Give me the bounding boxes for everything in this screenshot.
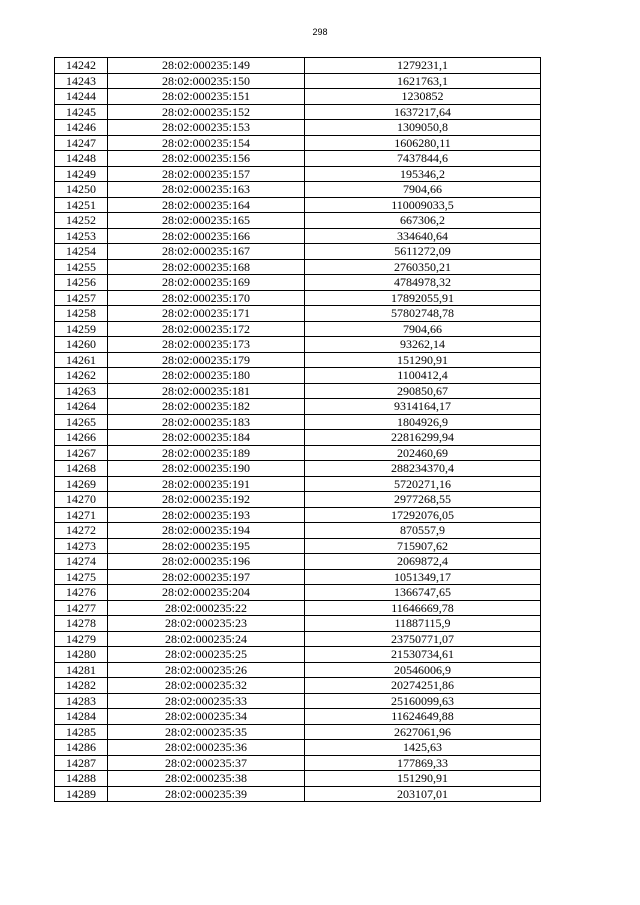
table-row	[55, 523, 541, 539]
cadastral-number-cell: 28:02:000235:169	[108, 275, 305, 291]
cadastral-number-cell: 28:02:000235:182	[108, 399, 305, 415]
table-row	[55, 73, 541, 89]
cadastral-number-cell: 28:02:000235:157	[108, 166, 305, 182]
cadastral-number-cell: 28:02:000235:151	[108, 89, 305, 105]
value-cell: 1309050,8	[305, 120, 541, 136]
cadastral-number-cell: 28:02:000235:194	[108, 523, 305, 539]
row-number-cell: 14250	[55, 182, 108, 198]
value-cell: 17892055,91	[305, 290, 541, 306]
cadastral-number-cell: 28:02:000235:167	[108, 244, 305, 260]
cadastral-number-cell: 28:02:000235:24	[108, 631, 305, 647]
table-row	[55, 352, 541, 368]
table-row	[55, 368, 541, 384]
row-number-cell: 14262	[55, 368, 108, 384]
cadastral-number-cell: 28:02:000235:172	[108, 321, 305, 337]
cadastral-table	[54, 57, 541, 802]
table-row	[55, 197, 541, 213]
table-row	[55, 120, 541, 136]
cadastral-number-cell: 28:02:000235:152	[108, 104, 305, 120]
table-row	[55, 678, 541, 694]
value-cell: 1425,63	[305, 740, 541, 756]
table-row	[55, 306, 541, 322]
row-number-cell: 14243	[55, 73, 108, 89]
row-number-cell: 14254	[55, 244, 108, 260]
row-number-cell: 14249	[55, 166, 108, 182]
cadastral-number-cell: 28:02:000235:192	[108, 492, 305, 508]
row-number-cell: 14268	[55, 461, 108, 477]
row-number-cell: 14280	[55, 647, 108, 663]
value-cell: 288234370,4	[305, 461, 541, 477]
cadastral-number-cell: 28:02:000235:35	[108, 724, 305, 740]
row-number-cell: 14274	[55, 554, 108, 570]
row-number-cell: 14259	[55, 321, 108, 337]
table-row	[55, 228, 541, 244]
value-cell: 5720271,16	[305, 476, 541, 492]
table-row	[55, 321, 541, 337]
table-row	[55, 585, 541, 601]
row-number-cell: 14248	[55, 151, 108, 167]
value-cell: 11646669,78	[305, 600, 541, 616]
value-cell: 177869,33	[305, 755, 541, 771]
value-cell: 17292076,05	[305, 507, 541, 523]
cadastral-number-cell: 28:02:000235:181	[108, 383, 305, 399]
row-number-cell: 14266	[55, 430, 108, 446]
page-number: 298	[312, 27, 328, 37]
row-number-cell: 14256	[55, 275, 108, 291]
value-cell: 203107,01	[305, 786, 541, 802]
value-cell: 20274251,86	[305, 678, 541, 694]
row-number-cell: 14257	[55, 290, 108, 306]
cadastral-number-cell: 28:02:000235:179	[108, 352, 305, 368]
row-number-cell: 14279	[55, 631, 108, 647]
row-number-cell: 14271	[55, 507, 108, 523]
value-cell: 1230852	[305, 89, 541, 105]
table-row	[55, 213, 541, 229]
cadastral-number-cell: 28:02:000235:150	[108, 73, 305, 89]
table-row	[55, 58, 541, 74]
table-row	[55, 275, 541, 291]
table-row	[55, 786, 541, 802]
cadastral-number-cell: 28:02:000235:197	[108, 569, 305, 585]
value-cell: 1804926,9	[305, 414, 541, 430]
value-cell: 9314164,17	[305, 399, 541, 415]
value-cell: 57802748,78	[305, 306, 541, 322]
table-row	[55, 740, 541, 756]
row-number-cell: 14286	[55, 740, 108, 756]
table-row	[55, 507, 541, 523]
value-cell: 195346,2	[305, 166, 541, 182]
value-cell: 21530734,61	[305, 647, 541, 663]
table-row	[55, 290, 541, 306]
row-number-cell: 14278	[55, 616, 108, 632]
value-cell: 1606280,11	[305, 135, 541, 151]
cadastral-number-cell: 28:02:000235:183	[108, 414, 305, 430]
cadastral-number-cell: 28:02:000235:163	[108, 182, 305, 198]
table-body	[55, 58, 541, 802]
cadastral-number-cell: 28:02:000235:195	[108, 538, 305, 554]
cadastral-number-cell: 28:02:000235:22	[108, 600, 305, 616]
cadastral-number-cell: 28:02:000235:170	[108, 290, 305, 306]
value-cell: 23750771,07	[305, 631, 541, 647]
row-number-cell: 14265	[55, 414, 108, 430]
cadastral-number-cell: 28:02:000235:173	[108, 337, 305, 353]
row-number-cell: 14269	[55, 476, 108, 492]
cadastral-number-cell: 28:02:000235:204	[108, 585, 305, 601]
value-cell: 2069872,4	[305, 554, 541, 570]
table-row	[55, 662, 541, 678]
row-number-cell: 14263	[55, 383, 108, 399]
value-cell: 2760350,21	[305, 259, 541, 275]
table-row	[55, 771, 541, 787]
table-row	[55, 693, 541, 709]
value-cell: 7437844,6	[305, 151, 541, 167]
cadastral-number-cell: 28:02:000235:37	[108, 755, 305, 771]
table-row	[55, 182, 541, 198]
row-number-cell: 14284	[55, 709, 108, 725]
value-cell: 11887115,9	[305, 616, 541, 632]
value-cell: 667306,2	[305, 213, 541, 229]
cadastral-number-cell: 28:02:000235:32	[108, 678, 305, 694]
value-cell: 1279231,1	[305, 58, 541, 74]
row-number-cell: 14272	[55, 523, 108, 539]
cadastral-number-cell: 28:02:000235:168	[108, 259, 305, 275]
cadastral-number-cell: 28:02:000235:166	[108, 228, 305, 244]
cadastral-number-cell: 28:02:000235:34	[108, 709, 305, 725]
cadastral-number-cell: 28:02:000235:36	[108, 740, 305, 756]
cadastral-number-cell: 28:02:000235:184	[108, 430, 305, 446]
row-number-cell: 14285	[55, 724, 108, 740]
table-row	[55, 709, 541, 725]
table-row	[55, 445, 541, 461]
value-cell: 110009033,5	[305, 197, 541, 213]
value-cell: 334640,64	[305, 228, 541, 244]
table-row	[55, 244, 541, 260]
cadastral-number-cell: 28:02:000235:190	[108, 461, 305, 477]
value-cell: 151290,91	[305, 771, 541, 787]
cadastral-number-cell: 28:02:000235:38	[108, 771, 305, 787]
row-number-cell: 14287	[55, 755, 108, 771]
row-number-cell: 14283	[55, 693, 108, 709]
row-number-cell: 14260	[55, 337, 108, 353]
table-row	[55, 135, 541, 151]
cadastral-number-cell: 28:02:000235:156	[108, 151, 305, 167]
row-number-cell: 14282	[55, 678, 108, 694]
row-number-cell: 14246	[55, 120, 108, 136]
row-number-cell: 14258	[55, 306, 108, 322]
cadastral-number-cell: 28:02:000235:164	[108, 197, 305, 213]
row-number-cell: 14242	[55, 58, 108, 74]
cadastral-number-cell: 28:02:000235:153	[108, 120, 305, 136]
table-row	[55, 616, 541, 632]
table-row	[55, 259, 541, 275]
row-number-cell: 14245	[55, 104, 108, 120]
value-cell: 290850,67	[305, 383, 541, 399]
row-number-cell: 14264	[55, 399, 108, 415]
table-row	[55, 166, 541, 182]
row-number-cell: 14267	[55, 445, 108, 461]
row-number-cell: 14251	[55, 197, 108, 213]
row-number-cell: 14281	[55, 662, 108, 678]
table-row	[55, 414, 541, 430]
cadastral-number-cell: 28:02:000235:26	[108, 662, 305, 678]
table-row	[55, 600, 541, 616]
row-number-cell: 14253	[55, 228, 108, 244]
value-cell: 5611272,09	[305, 244, 541, 260]
table-row	[55, 461, 541, 477]
cadastral-number-cell: 28:02:000235:23	[108, 616, 305, 632]
row-number-cell: 14255	[55, 259, 108, 275]
table-row	[55, 724, 541, 740]
value-cell: 93262,14	[305, 337, 541, 353]
table-row	[55, 755, 541, 771]
table-row	[55, 647, 541, 663]
value-cell: 7904,66	[305, 182, 541, 198]
cadastral-number-cell: 28:02:000235:25	[108, 647, 305, 663]
value-cell: 22816299,94	[305, 430, 541, 446]
value-cell: 715907,62	[305, 538, 541, 554]
value-cell: 1637217,64	[305, 104, 541, 120]
cadastral-number-cell: 28:02:000235:196	[108, 554, 305, 570]
table-row	[55, 430, 541, 446]
table-row	[55, 631, 541, 647]
table-row	[55, 476, 541, 492]
cadastral-number-cell: 28:02:000235:180	[108, 368, 305, 384]
table-row	[55, 538, 541, 554]
table-row	[55, 399, 541, 415]
table-row	[55, 89, 541, 105]
cadastral-number-cell: 28:02:000235:33	[108, 693, 305, 709]
row-number-cell: 14247	[55, 135, 108, 151]
value-cell: 2627061,96	[305, 724, 541, 740]
row-number-cell: 14288	[55, 771, 108, 787]
value-cell: 1366747,65	[305, 585, 541, 601]
value-cell: 7904,66	[305, 321, 541, 337]
table-row	[55, 337, 541, 353]
row-number-cell: 14289	[55, 786, 108, 802]
table-row	[55, 151, 541, 167]
row-number-cell: 14277	[55, 600, 108, 616]
table-row	[55, 104, 541, 120]
value-cell: 1100412,4	[305, 368, 541, 384]
row-number-cell: 14275	[55, 569, 108, 585]
row-number-cell: 14273	[55, 538, 108, 554]
table-row	[55, 492, 541, 508]
row-number-cell: 14244	[55, 89, 108, 105]
table-row	[55, 554, 541, 570]
value-cell: 870557,9	[305, 523, 541, 539]
value-cell: 202460,69	[305, 445, 541, 461]
value-cell: 151290,91	[305, 352, 541, 368]
row-number-cell: 14270	[55, 492, 108, 508]
cadastral-number-cell: 28:02:000235:149	[108, 58, 305, 74]
value-cell: 11624649,88	[305, 709, 541, 725]
cadastral-number-cell: 28:02:000235:171	[108, 306, 305, 322]
row-number-cell: 14276	[55, 585, 108, 601]
table-row	[55, 383, 541, 399]
cadastral-number-cell: 28:02:000235:165	[108, 213, 305, 229]
value-cell: 25160099,63	[305, 693, 541, 709]
cadastral-number-cell: 28:02:000235:191	[108, 476, 305, 492]
value-cell: 20546006,9	[305, 662, 541, 678]
value-cell: 2977268,55	[305, 492, 541, 508]
table-row	[55, 569, 541, 585]
value-cell: 1051349,17	[305, 569, 541, 585]
row-number-cell: 14261	[55, 352, 108, 368]
cadastral-number-cell: 28:02:000235:189	[108, 445, 305, 461]
value-cell: 4784978,32	[305, 275, 541, 291]
cadastral-number-cell: 28:02:000235:39	[108, 786, 305, 802]
row-number-cell: 14252	[55, 213, 108, 229]
value-cell: 1621763,1	[305, 73, 541, 89]
cadastral-number-cell: 28:02:000235:193	[108, 507, 305, 523]
cadastral-number-cell: 28:02:000235:154	[108, 135, 305, 151]
